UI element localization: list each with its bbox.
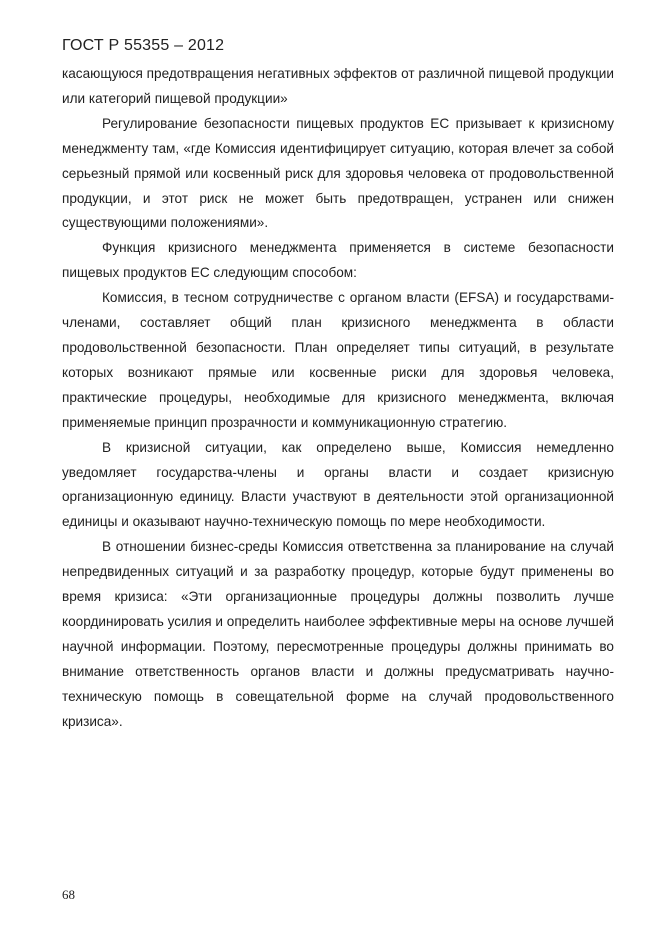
document-header <box>62 37 224 55</box>
paragraph-crisis-situation: В кризисной ситуации, как определено выше, Комиссия немедленно уведомляет государства-члены и органы власти и создает кризисную организационную единицу. Власти участвуют в деятельности этой организационной единицы и оказывают научно-техническую помощь по мере необходимости. <box>62 439 614 530</box>
document-body <box>62 62 614 734</box>
standard-title: ГОСТ Р 55355 – 2012 <box>62 37 225 54</box>
paragraph-business-environment: В отношении бизнес-среды Комиссия ответственна за планирование на случай непредвиденных ситуаций и за разработку процедур, которые будут применены во время кризиса: «Эти организационные процедуры должны позволить лучше координировать усилия и определить наиболее эффективные меры на основе лучшей научной информации. Поэтому, пересмотренные процедуры должны принимать во внимание ответственность органов власти и должны предусматривать научно-техническую помощь в совещательной форме на случай продовольственного кризиса». <box>62 539 614 729</box>
paragraph-crisis-function: Функция кризисного менеджмента применяется в системе безопасности пищевых продуктов ЕС следующим способом: <box>62 240 614 281</box>
page-number: 68 <box>62 887 75 902</box>
paragraph-continuation: касающуюся предотвращения негативных эффектов от различной пищевой продукции или категорий пищевой продукции» <box>62 66 614 106</box>
paragraph-eu-regulation: Регулирование безопасности пищевых продуктов ЕС призывает к кризисному менеджменту там, «где Комиссия идентифицирует ситуацию, которая влечет за собой серьезный прямой или косвенный риск для здоровья человека от продовольственной продукции, и этот риск не может быть предотвращен, устранен или снижен существующими положениями». <box>62 115 614 231</box>
paragraph-commission-plan: Комиссия, в тесном сотрудничестве с органом власти (EFSA) и государствами-членами, составляет общий план кризисного менеджмента в области продовольственной безопасности. План определяет типы ситуаций, в результате которых возникают прямые или косвенные риски для здоровья человека, практические процедуры, необходимые для кризисного менеджмента, включая применяемые принцип прозрачности и коммуникационную стратегию. <box>62 290 614 430</box>
